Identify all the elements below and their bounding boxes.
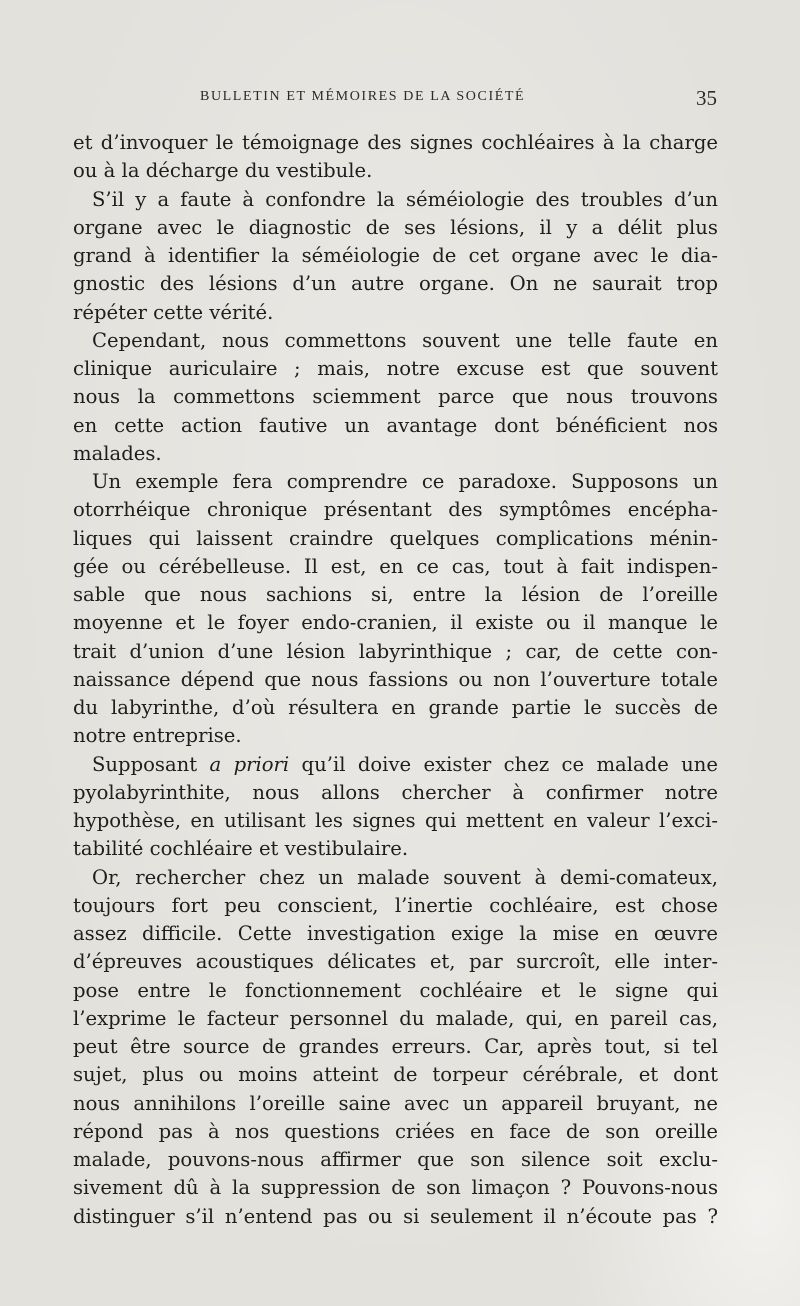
text-line: S’il y a faute à confondre la séméiologie des troubles d’un (92, 187, 718, 211)
text-line: clinique auriculaire ; mais, notre excuse est que souvent (73, 357, 718, 380)
text-line: sivement dû à la suppression de son limaçon ? Pouvons-nous (73, 1176, 718, 1200)
text-line: toujours fort peu conscient, l’inertie cochléaire, est chose (73, 893, 718, 917)
text-line: du labyrinthe, d’où résultera en grande partie le succès de (73, 696, 718, 719)
text-line: sable que nous sachions si, entre la lésion de l’oreille (73, 583, 718, 606)
text-line: Un exemple fera comprendre ce paradoxe. Supposons un (92, 470, 718, 493)
text-line: répéter cette vérité. (73, 300, 274, 324)
text-line: Or, rechercher chez un malade souvent à demi-comateux, (92, 865, 718, 889)
text-line: et d’invoquer le témoignage des signes cochléaires à la charge (73, 131, 718, 154)
text-line: peut être source de grandes erreurs. Car, après tout, si tel (73, 1035, 718, 1058)
text-line: trait d’union d’une lésion labyrinthique ; car, de cette con- (73, 639, 718, 663)
running-head: BULLETIN ET MÉMOIRES DE LA SOCIÉTÉ (200, 89, 526, 104)
text-line: Cependant, nous commettons souvent une telle faute en (92, 328, 718, 352)
italic-phrase: a priori (209, 752, 290, 776)
text-line: naissance dépend que nous fassions ou non l’ouverture totale (73, 667, 718, 691)
text-line: ou à la décharge du vestibule. (73, 159, 373, 183)
text-line: notre entreprise. (73, 724, 242, 748)
text-line: pose entre le fonctionnement cochléaire et le signe qui (73, 978, 718, 1002)
text-line: nous la commettons sciemment parce que nous trouvons (73, 385, 718, 409)
page-number: 35 (696, 86, 717, 110)
text-line: gée ou cérébelleuse. Il est, en ce cas, tout à fait indispen- (73, 554, 718, 578)
text-line: tabilité cochléaire et vestibulaire. (73, 837, 409, 861)
text-line: d’épreuves acoustiques délicates et, par surcroît, elle inter- (73, 950, 718, 974)
text-line: hypothèse, en utilisant les signes qui mettent en valeur l’exci- (73, 809, 718, 832)
text-line: distinguer s’il n’entend pas ou si seulement il n’écoute pas ? (73, 1204, 718, 1228)
text-run: qu’il doive exister chez ce malade une (289, 752, 719, 776)
text-line: pyolabyrinthite, nous allons chercher à confirmer notre (73, 780, 718, 804)
text-line: otorrhéique chronique présentant des symptômes encépha- (73, 498, 718, 522)
text-line: malade, pouvons-nous affirmer que son silence soit exclu- (73, 1148, 718, 1171)
text-line: nous annihilons l’oreille saine avec un appareil bruyant, ne (73, 1091, 718, 1115)
text-line: liques qui laissent craindre quelques complications ménin- (73, 526, 718, 550)
text-line: sujet, plus ou moins atteint de torpeur cérébrale, et dont (73, 1063, 718, 1087)
text-line-with-italic (73, 751, 718, 779)
text-run: Supposant (92, 752, 210, 776)
text-line: en cette action fautive un avantage dont bénéficient nos (73, 413, 718, 437)
text-line: l’exprime le facteur personnel du malade, qui, en pareil cas, (73, 1006, 718, 1030)
text-line: gnostic des lésions d’un autre organe. On ne saurait trop (73, 272, 718, 296)
text-line: organe avec le diagnostic de ses lésions, il y a délit plus (73, 215, 718, 239)
text-line: moyenne et le foyer endo-cranien, il existe ou il manque le (73, 611, 718, 635)
text-line: grand à identifier la séméiologie de cet organe avec le dia- (73, 244, 718, 267)
body-text (73, 129, 718, 1231)
text-line: assez difficile. Cette investigation exige la mise en œuvre (73, 922, 718, 945)
text-line: malades. (73, 441, 162, 465)
text-line: répond pas à nos questions criées en face de son oreille (73, 1119, 718, 1143)
